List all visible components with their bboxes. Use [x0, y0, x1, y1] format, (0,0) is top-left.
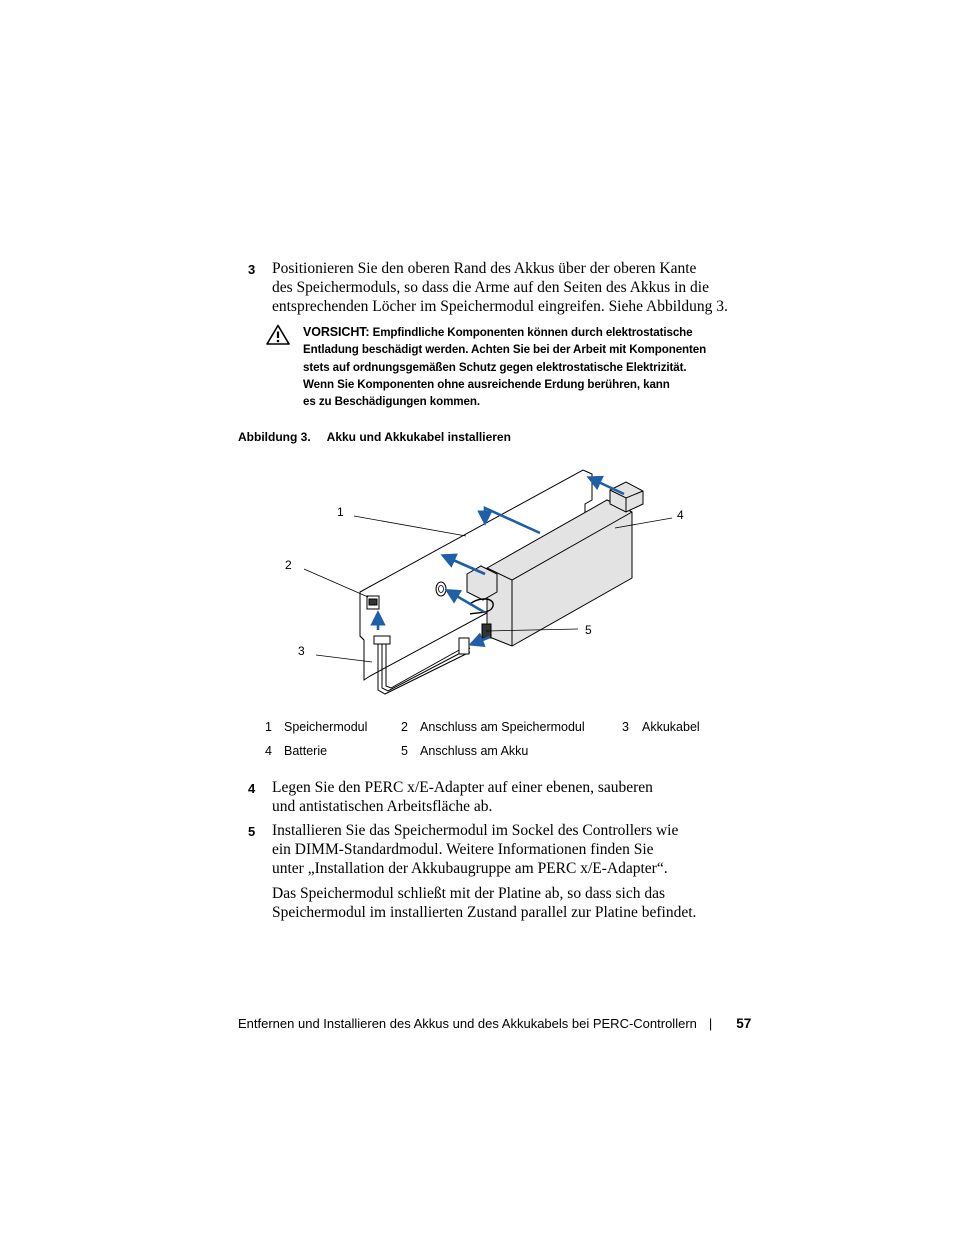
legend-text: Akkukabel	[642, 720, 700, 734]
text-line: Positionieren Sie den oberen Rand des Akkus über der oberen Kante	[272, 260, 697, 277]
text-line: entsprechenden Löcher im Speichermodul eingreifen. Siehe Abbildung 3.	[272, 298, 728, 315]
step-3-text	[272, 259, 762, 316]
step-number: 4	[248, 781, 256, 796]
legend-num: 1	[265, 720, 272, 734]
legend-text: Batterie	[284, 744, 328, 758]
callout-3: 3	[298, 644, 305, 658]
figure-caption-label: Abbildung 3.	[238, 430, 311, 444]
caution-line: Entladung beschädigt werden. Achten Sie bei der Arbeit mit Komponenten	[303, 343, 707, 357]
footer-separator: |	[708, 1016, 713, 1031]
figure-caption	[238, 430, 511, 444]
step-5-note	[272, 884, 752, 922]
caution-line: stets auf ordnungsgemäßen Schutz gegen elektrostatische Elektrizität.	[303, 360, 687, 374]
text-line: unter „Installation der Akkubaugruppe am PERC x/E-Adapter“.	[272, 860, 668, 877]
legend-num: 4	[265, 744, 272, 758]
module-connector	[367, 596, 379, 609]
step-5-text	[272, 821, 752, 878]
legend-text: Speichermodul	[284, 720, 368, 734]
text-line: Legen Sie den PERC x/E-Adapter auf einer ebenen, sauberen	[272, 779, 653, 796]
warning-triangle-icon	[266, 324, 290, 350]
footer-title: Entfernen und Installieren des Akkus und des Akkukabels bei PERC-Controllern	[238, 1016, 697, 1031]
text-line: Installieren Sie das Speichermodul im Sockel des Controllers wie	[272, 822, 679, 839]
figure-caption-title: Akku und Akkukabel installieren	[326, 430, 511, 444]
step-number: 5	[248, 824, 256, 839]
page-number: 57	[736, 1016, 752, 1031]
step-number: 3	[248, 262, 256, 277]
caution-label: VORSICHT:	[303, 325, 370, 339]
legend-num: 2	[401, 720, 408, 734]
legend-num: 3	[622, 720, 629, 734]
caution-line: Wenn Sie Komponenten ohne ausreichende Erdung berühren, kann	[303, 377, 670, 391]
text-line: des Speichermoduls, so dass die Arme auf den Seiten des Akkus in die	[272, 279, 709, 296]
page-footer	[238, 1016, 752, 1031]
step-4-text	[272, 778, 752, 816]
text-line: ein DIMM-Standardmodul. Weitere Informationen finden Sie	[272, 841, 654, 858]
callout-4: 4	[677, 508, 684, 522]
text-line: Speichermodul im installierten Zustand parallel zur Platine befindet.	[272, 904, 697, 921]
callout-2: 2	[285, 558, 292, 572]
legend-text: Anschluss am Speichermodul	[420, 720, 585, 734]
caution-line: es zu Beschädigungen kommen.	[303, 395, 480, 409]
callout-1: 1	[337, 505, 344, 519]
caution-line: Empfindliche Komponenten können durch elektrostatische	[372, 326, 693, 339]
text-line: und antistatischen Arbeitsfläche ab.	[272, 798, 493, 815]
text-line: Das Speichermodul schließt mit der Platine ab, so dass sich das	[272, 885, 666, 902]
legend-text: Anschluss am Akku	[420, 744, 529, 758]
caution-notice	[303, 324, 743, 410]
legend-num: 5	[401, 744, 408, 758]
callout-5: 5	[585, 623, 592, 637]
battery-installation-illustration	[270, 460, 710, 705]
